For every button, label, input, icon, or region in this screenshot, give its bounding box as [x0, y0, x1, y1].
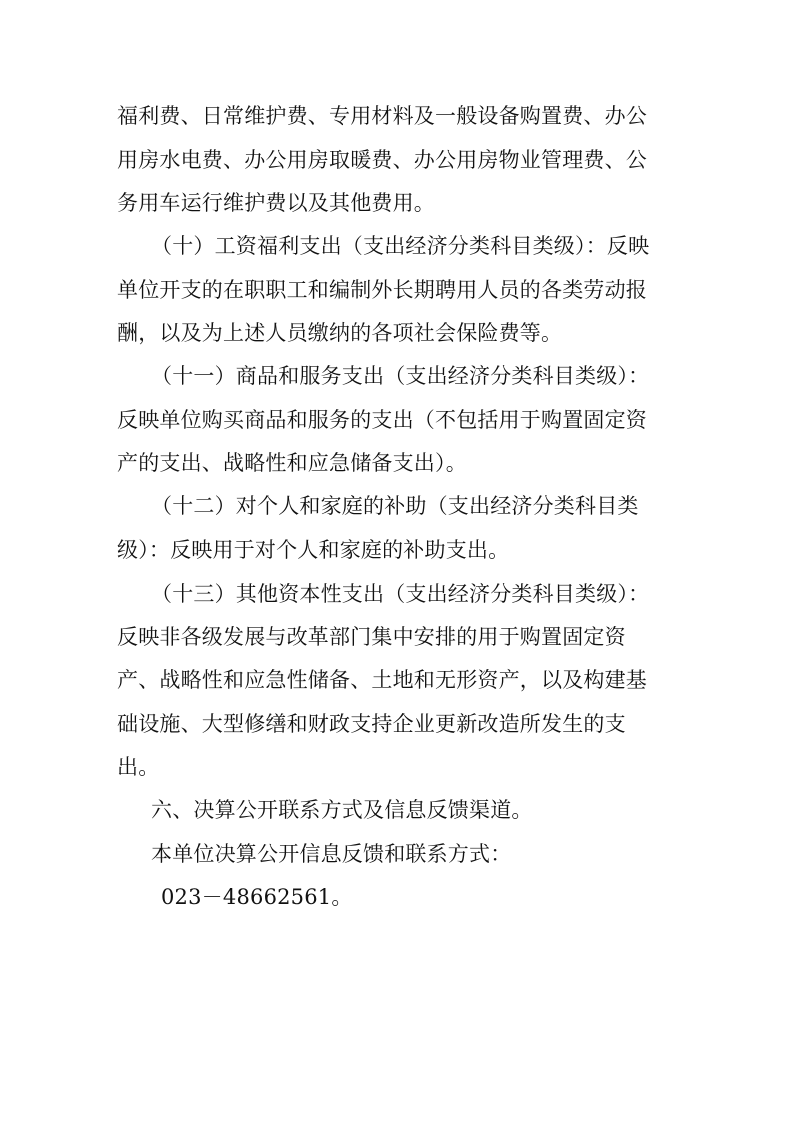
body-text-line: 用房水电费、办公用房取暖费、办公用房物业管理费、公 [117, 148, 647, 172]
body-text-line: 反映单位购买商品和服务的支出（不包括用于购置固定资 [117, 408, 647, 432]
section-heading-contact: 六、决算公开联系方式及信息反馈渠道。 [151, 798, 533, 822]
body-text-line: 出。 [117, 755, 160, 779]
paragraph-heading-line: （十三）其他资本性支出（支出经济分类科目类级）： [151, 582, 650, 606]
body-text-line: 务用车运行维护费以及其他费用。 [117, 191, 435, 215]
body-text-line: 级）：反映用于对个人和家庭的补助支出。 [117, 538, 510, 562]
paragraph-heading-line: （十一）商品和服务支出（支出经济分类科目类级）： [151, 364, 650, 388]
paragraph-heading-line: （十二）对个人和家庭的补助（支出经济分类科目类 [151, 494, 639, 518]
contact-phone: 023－48662561。 [161, 885, 353, 909]
body-text-line: 酬，以及为上述人员缴纳的各项社会保险费等。 [117, 321, 563, 345]
body-text-line: 反映非各级发展与改革部门集中安排的用于购置固定资 [117, 625, 626, 649]
body-text-line: 福利费、日常维护费、专用材料及一般设备购置费、办公 [117, 104, 647, 128]
paragraph-heading-line: （十）工资福利支出（支出经济分类科目类级）：反映 [151, 234, 650, 258]
body-text-line: 产的支出、战略性和应急储备支出）。 [117, 451, 467, 475]
body-text-line: 产、战略性和应急性储备、土地和无形资产，以及构建基 [117, 668, 647, 692]
body-text-line: 础设施、大型修缮和财政支持企业更新改造所发生的支 [117, 712, 626, 736]
body-text-line: 单位开支的在职职工和编制外长期聘用人员的各类劳动报 [117, 278, 647, 302]
contact-intro-line: 本单位决算公开信息反馈和联系方式： [151, 842, 512, 866]
